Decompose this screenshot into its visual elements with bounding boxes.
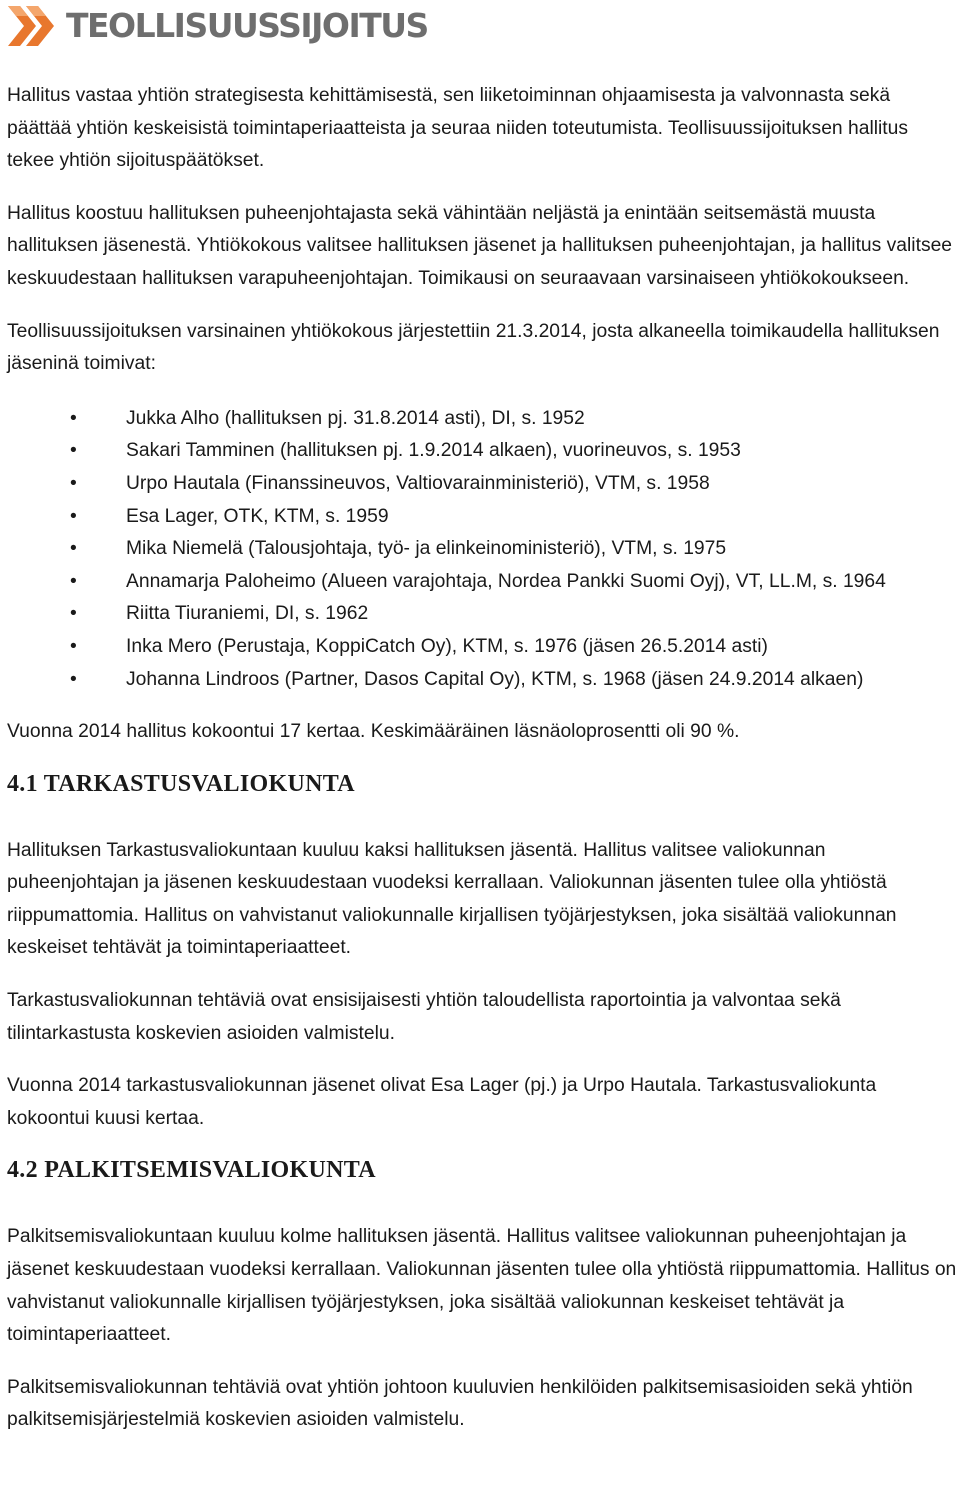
- list-item: • Inka Mero (Perustaja, KoppiCatch Oy), KTM, s. 1976 (jäsen 26.5.2014 asti): [7, 631, 957, 664]
- agm-paragraph: Teollisuussijoituksen varsinainen yhtiökokous järjestettiin 21.3.2014, josta alkaneella toimikaudella hallituksen jäseninä toimivat:: [7, 320, 940, 375]
- board-responsibilities-paragraph: Hallitus vastaa yhtiön strategisesta kehittämisestä, sen liiketoiminnan ohjaamisesta ja valvonnasta sekä päättää yhtiön keskeisistä toimintaperiaatteista ja seuraa niiden toteutumista. Teollisuussijoituksen hallitus tekee yhtiön sijoituspäätökset.: [7, 85, 909, 172]
- remuneration-duties-paragraph: Palkitsemisvaliokunnan tehtäviä ovat yhtiön johtoon kuuluvien henkilöiden palkitsemisasioiden sekä yhtiön palkitsemisjärjestelmiä koskevien asioiden valmistelu.: [7, 1376, 913, 1431]
- audit-members-paragraph: Vuonna 2014 tarkastusvaliokunnan jäsenet olivat Esa Lager (pj.) ja Urpo Hautala. Tarkastusvaliokunta kokoontui kuusi kertaa.: [7, 1075, 877, 1129]
- remuneration-composition-paragraph: Palkitsemisvaliokuntaan kuuluu kolme hallituksen jäsentä. Hallitus valitsee valiokunnan puheenjohtajan ja jäsenet keskuudestaan vuodeksi kerrallaan. Valiokunnan jäsenten tulee olla yhtiöstä riippumattomia. Hallitus on vahvistanut valiokunnalle kirjallisen työjärjestyksen, joka sisältää valiokunnan keskeiset tehtävät ja toimintaperiaatteet.: [7, 1226, 957, 1346]
- list-item: • Annamarja Paloheimo (Alueen varajohtaja, Nordea Pankki Suomi Oyj), VT, LL.M, s. 1964: [7, 566, 957, 599]
- list-item: • Riitta Tiuraniemi, DI, s. 1962: [7, 598, 957, 631]
- bullet-icon: •: [70, 668, 77, 690]
- list-item: • Johanna Lindroos (Partner, Dasos Capital Oy), KTM, s. 1968 (jäsen 24.9.2014 alkaen): [7, 664, 957, 697]
- remuneration-committee-heading: 4.2 PALKITSEMISVALIOKUNTA: [7, 1157, 376, 1184]
- bullet-icon: •: [70, 603, 77, 625]
- bullet-icon: •: [70, 407, 77, 429]
- bullet-icon: •: [70, 635, 77, 657]
- chevron-logo-icon: [6, 2, 62, 50]
- bullet-icon: •: [70, 472, 77, 494]
- meetings-paragraph: Vuonna 2014 hallitus kokoontui 17 kertaa. Keskimääräinen läsnäoloprosentti oli 90 %.: [7, 721, 740, 743]
- bullet-icon: •: [70, 505, 77, 527]
- document-body: [7, 80, 957, 1457]
- board-composition-paragraph: Hallitus koostuu hallituksen puheenjohtajasta sekä vähintään neljästä ja enintään seitsemästä muusta hallituksen jäsenestä. Yhtiökokous valitsee hallituksen jäsenet ja hallituksen puheenjohtajan, ja hallitus valitsee keskuudestaan hallituksen varapuheenjohtajan. Toimikausi on seuraavaan varsinaiseen yhtiökokoukseen.: [7, 202, 953, 289]
- board-members-list: [7, 403, 957, 696]
- bullet-icon: •: [70, 538, 77, 560]
- audit-committee-heading: 4.1 TARKASTUSVALIOKUNTA: [7, 770, 355, 797]
- list-item: • Mika Niemelä (Talousjohtaja, työ- ja elinkeinoministeriö), VTM, s. 1975: [7, 533, 957, 566]
- list-item: • Esa Lager, OTK, KTM, s. 1959: [7, 501, 957, 534]
- bullet-icon: •: [70, 440, 77, 462]
- list-item: • Sakari Tamminen (hallituksen pj. 1.9.2014 alkaen), vuorineuvos, s. 1953: [7, 435, 957, 468]
- list-item: • Jukka Alho (hallituksen pj. 31.8.2014 asti), DI, s. 1952: [7, 403, 957, 436]
- logo-wordmark: TEOLLISUUSSIJOITUS: [66, 6, 428, 45]
- audit-duties-paragraph: Tarkastusvaliokunnan tehtäviä ovat ensisijaisesti yhtiön taloudellista raportointia ja valvontaa sekä tilintarkastusta koskevien asioiden valmistelu.: [7, 990, 841, 1044]
- bullet-icon: •: [70, 570, 77, 592]
- company-logo: [6, 2, 428, 50]
- audit-composition-paragraph: Hallituksen Tarkastusvaliokuntaan kuuluu kaksi hallituksen jäsentä. Hallitus valitsee valiokunnan puheenjohtajan ja jäsenen keskuudestaan vuodeksi kerrallaan. Valiokunnan jäsenten tulee olla yhtiöstä riippumattomia. Hallitus on vahvistanut valiokunnalle kirjallisen työjärjestyksen, joka sisältää valiokunnan keskeiset tehtävät ja toimintaperiaatteet.: [7, 839, 897, 959]
- list-item: • Urpo Hautala (Finanssineuvos, Valtiovarainministeriö), VTM, s. 1958: [7, 468, 957, 501]
